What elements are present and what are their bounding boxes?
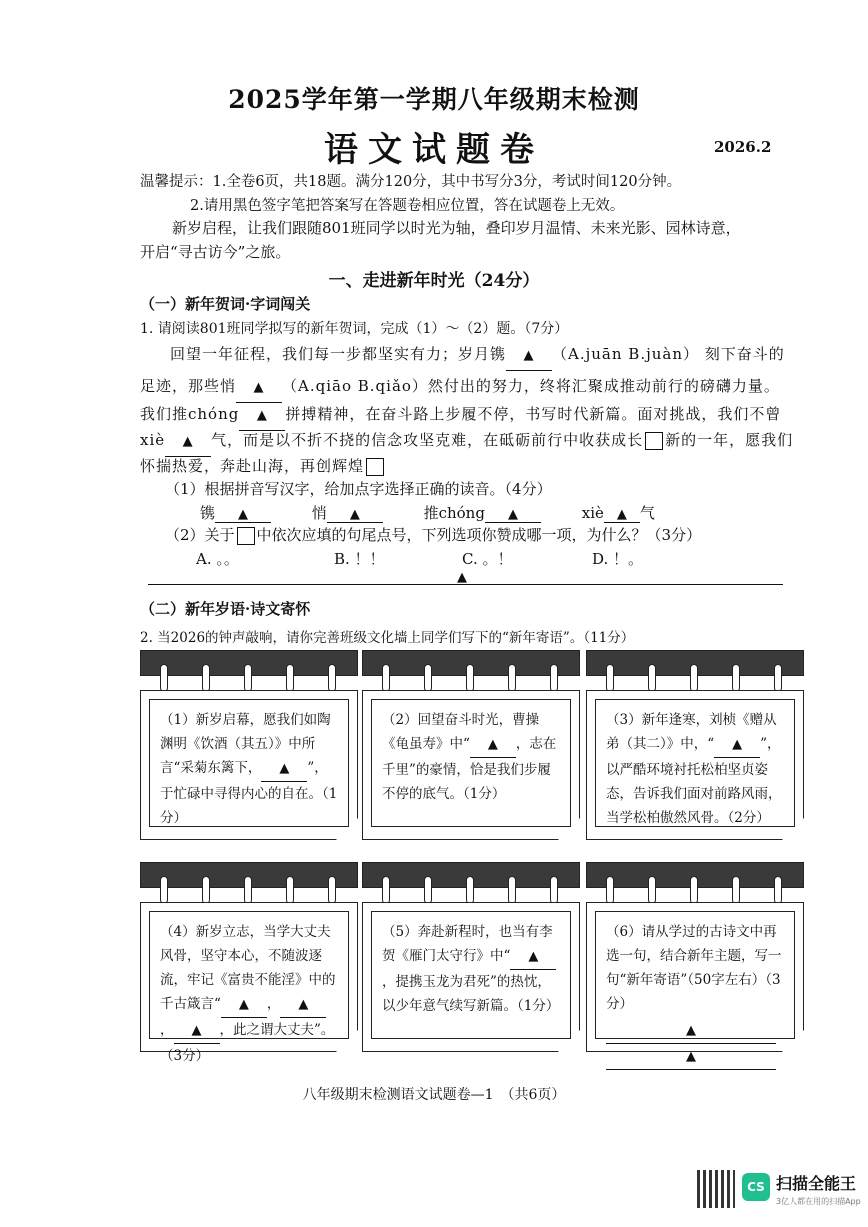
- option-c: C. 。！: [462, 550, 513, 568]
- punctuation-box: [366, 458, 384, 476]
- option-b: B. ！！: [334, 550, 385, 568]
- scanner-app-name: 扫描全能王: [776, 1174, 857, 1193]
- question-1-stem: 1. 请阅读801班同学拟写的新年贺词，完成（1）～（2）题。（7分）: [140, 321, 569, 337]
- card-5: （5）奔赴新程时，也当有李贺《雁门太守行》中“ ▲，提携玉龙为君死”的热忱，以少年意气续写新篇。（1分）: [362, 862, 580, 888]
- answer-blank: ▲: [236, 372, 282, 403]
- question-2-stem: 2. 当2026的钟声敲响，请你完善班级文化墙上同学们写下的“新年寄语”。（11分）: [140, 630, 635, 646]
- sub-question-1: （1）根据拼音写汉字，给加点字选择正确的读音。（4分）: [165, 480, 552, 498]
- intro-line-1: 新岁启程，让我们跟随801班同学以时光为轴，叠印岁月温情、未来光影、园林诗意，: [172, 219, 741, 237]
- exam-date: 2026.2: [714, 138, 772, 156]
- paragraph-line-1: 回望一年征程，我们每一步都坚实有力；岁月镌 ▲ （A.juān B.juàn） 刻下奋斗的: [170, 340, 800, 371]
- answer-blank: ▲: [239, 400, 285, 431]
- section-title: 一、走进新年时光（24分）: [328, 271, 540, 291]
- exam-subtitle: 语文试题卷: [324, 130, 544, 170]
- answer-marker: ▲: [457, 570, 467, 585]
- answer-line: [148, 584, 783, 585]
- card-6: （6）请从学过的古诗文中再选一句，结合新年主题，写一句“新年寄语”（50字左右）（3分） ▲ ▲: [586, 862, 804, 888]
- answer-blank: ▲: [165, 426, 211, 457]
- card-3: （3）新年逢寒，刘桢《赠从弟（其二）》中，“ ▲ ”，以严酷环境衬托松柏坚贞姿态，告诉我们面对前路风雨，当学松柏傲然风骨。（2分）: [586, 650, 804, 676]
- part1-title: （一）新年贺词·字词闯关: [140, 295, 311, 313]
- tip-line-2: 2.请用黑色签字笔把答案写在答题卷相应位置，答在试题卷上无效。: [190, 198, 625, 214]
- sub-question-1-blanks: 镌 ▲ 悄 ▲ 推chóng ▲ xiè ▲ 气: [200, 504, 655, 522]
- paragraph-line-2: 足迹，那些悄 ▲ （A.qiāo B.qiǎo）然付出的努力，终将汇聚成推动前行的磅礴力量。: [140, 372, 800, 403]
- qr-code: [697, 1170, 735, 1208]
- card-2: （2）回望奋斗时光，曹操《龟虽寿》中“ ▲ ，志在千里”的豪情，恰是我们步履不停的底气。（1分）: [362, 650, 580, 676]
- option-d: D. ！。: [592, 550, 644, 568]
- paragraph-line-3: 我们推chóng ▲ 拼搏精神，在奋斗路上步履不停，书写时代新篇。面对挑战，我们不曾: [140, 400, 800, 431]
- intro-line-2: 开启“寻古访今”之旅。: [140, 243, 291, 261]
- paragraph-line-5: 怀揣热爱，奔赴山海，再创辉煌: [140, 452, 800, 480]
- part2-title: （二）新年岁语·诗文寄怀: [140, 600, 311, 618]
- card-4: （4）新岁立志，当学大丈夫风骨，坚守本心，不随波逐流，牢记《富贵不能淫》中的千古箴言“ ▲ ， ▲， ▲ ，此之谓大丈夫”。（3分）: [140, 862, 358, 888]
- option-a: A. 。。: [196, 550, 239, 568]
- paragraph-line-4: xiè ▲ 气，而是以不折不挠的信念攻坚克难，在砥砺前行中收获成长 新的一年，愿我们: [140, 426, 800, 457]
- page-footer: 八年级期末检测语文试题卷—1 （共6页）: [302, 1087, 566, 1103]
- tip-line-1: 温馨提示：1.全卷6页，共18题。满分120分，其中书写分3分，考试时间120分钟。: [140, 174, 682, 190]
- scanner-app-tagline: 3亿人都在用的扫描App: [776, 1197, 861, 1206]
- sub-question-2: （2）关于 中依次应填的句尾点号，下列选项你赞成哪一项，为什么？（3分）: [165, 526, 702, 544]
- camscanner-logo: CS: [742, 1173, 770, 1201]
- answer-blank: ▲: [506, 340, 552, 371]
- punctuation-box: [645, 432, 663, 450]
- exam-title: 2025学年第一学期八年级期末检测: [228, 85, 640, 114]
- card-1: （1）新岁启幕，愿我们如陶渊明《饮酒（其五）》中所言“采菊东篱下， ▲ ”，于忙碌中寻得内心的自在。（1分）: [140, 650, 358, 676]
